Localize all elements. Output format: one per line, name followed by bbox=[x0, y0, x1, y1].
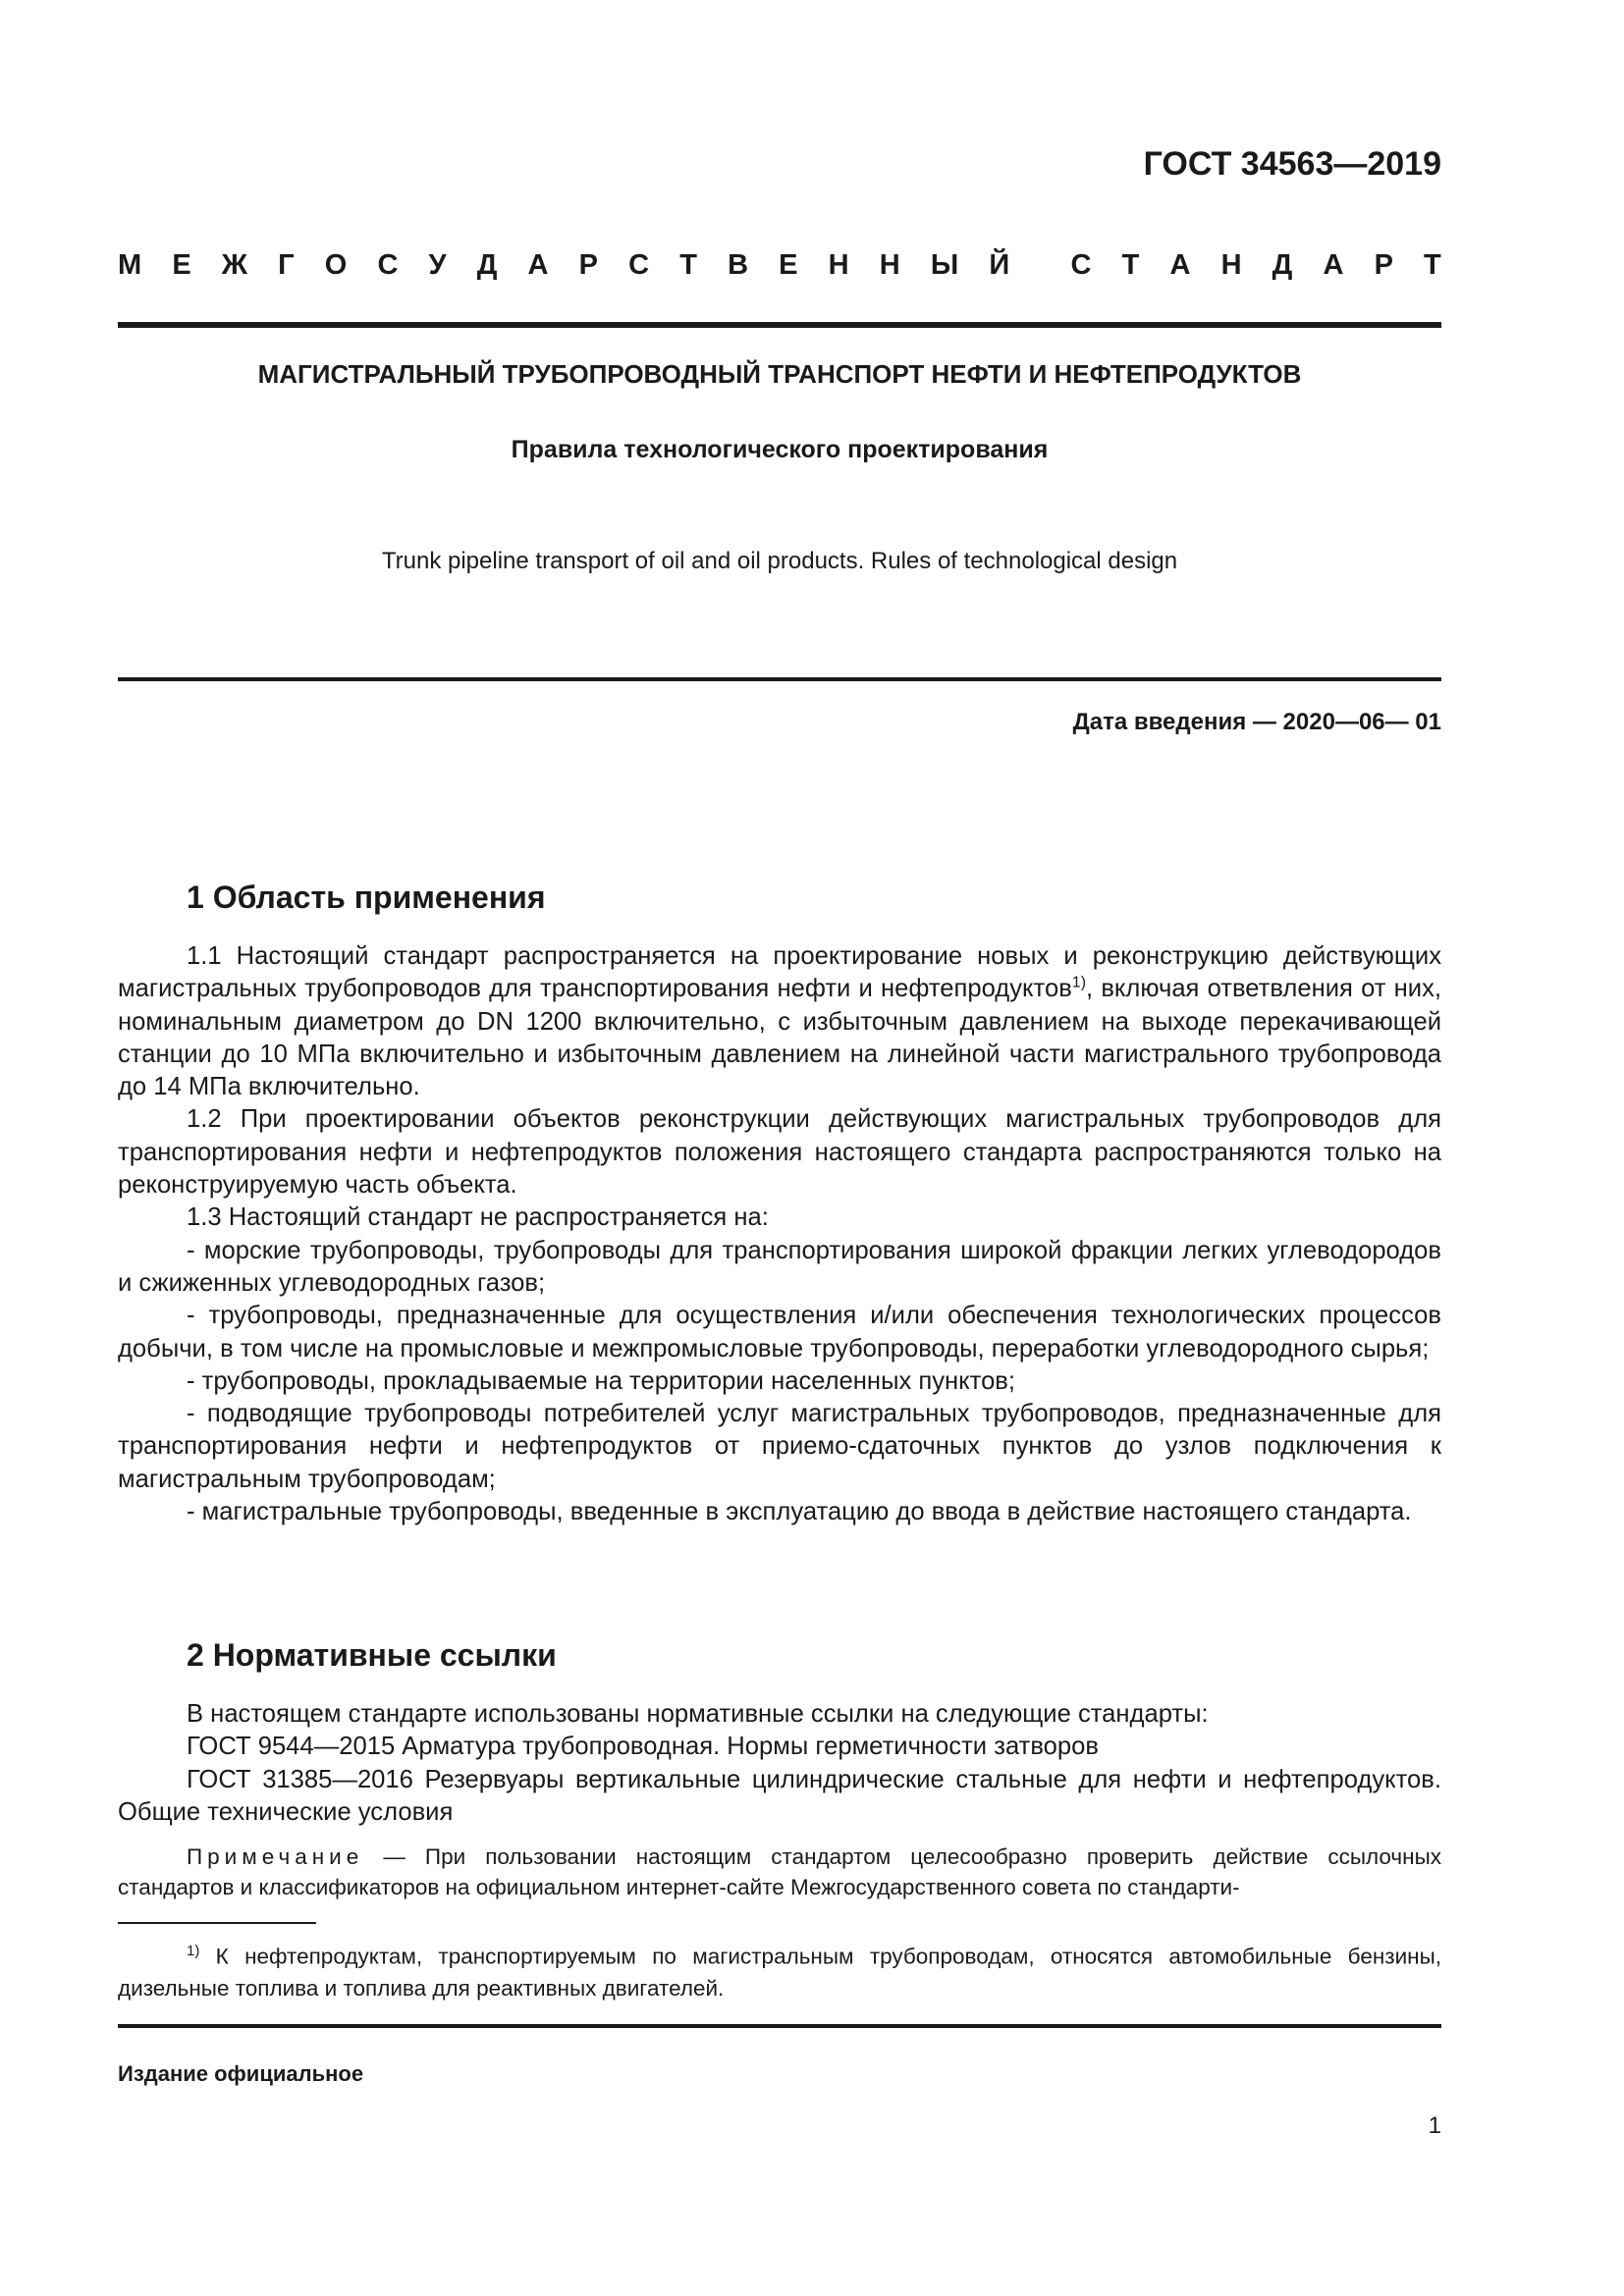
edition-label: Издание официальное bbox=[118, 2061, 364, 2086]
list-item: - магистральные трубопроводы, введенные в эксплуатацию до ввода в действие настоящего стандарта. bbox=[187, 1498, 1412, 1526]
standard-type-letter: Ы bbox=[930, 249, 959, 281]
list-item: - трубопроводы, прокладываемые на территории населенных пунктов; bbox=[187, 1366, 1016, 1395]
standard-type-letter: О bbox=[324, 249, 348, 281]
standard-type-letter: А bbox=[1323, 249, 1344, 281]
standard-type-letter: С bbox=[1070, 249, 1092, 281]
document-subtitle: Правила технологического проектирования bbox=[511, 436, 1049, 463]
clause-1-1-text-cont: , включая ответвления от них, номинальным диаметром до DN 1200 включительно, с избыточным давлением на выходе перекачивающей станции до 10 МПа включительно и избыточным давлением на линейной части магистрального трубопровода до 14 МПа включительно. bbox=[118, 975, 1441, 1101]
gost-number: ГОСТ 34563—2019 bbox=[1143, 145, 1441, 183]
standard-type-letter: У bbox=[428, 249, 447, 281]
footnote-mark: 1) bbox=[187, 1943, 200, 1959]
standard-type-letter: А bbox=[1169, 249, 1191, 281]
note bbox=[118, 1842, 1441, 1902]
note-label: Примечание bbox=[187, 1844, 364, 1869]
standard-type-letter: М bbox=[118, 249, 142, 281]
standard-type-letter: Ж bbox=[221, 249, 248, 281]
section-1-heading: 1 Область применения bbox=[187, 880, 546, 915]
standard-type-letter: Н bbox=[1220, 249, 1242, 281]
title-rule bbox=[118, 677, 1441, 681]
page-number: 1 bbox=[1428, 2112, 1441, 2139]
section-2-heading: 2 Нормативные ссылки bbox=[187, 1637, 557, 1673]
standard-type-letter: Д bbox=[1272, 249, 1293, 281]
clause-1-1 bbox=[118, 940, 1441, 1103]
references-intro: В настоящем стандарте использованы нормативные ссылки на следующие стандарты: bbox=[187, 1700, 1209, 1728]
standard-type-letter: Н bbox=[828, 249, 849, 281]
note-text: — При пользовании настоящим стандартом целесообразно проверить действие ссылочных стандартов и классификаторов на официальном интернет-сайте Межгосударственного совета по стандарти- bbox=[118, 1844, 1441, 1899]
standard-type bbox=[118, 249, 1441, 282]
english-title: Trunk pipeline transport of oil and oil products. Rules of technological design bbox=[381, 548, 1178, 574]
footer-rule bbox=[118, 2024, 1441, 2028]
introduction-date: Дата введения — 2020—06— 01 bbox=[1072, 709, 1441, 735]
note-paragraph bbox=[118, 1842, 1441, 1902]
section-1-body bbox=[118, 940, 1441, 1528]
standard-type-letter: Т bbox=[1121, 249, 1140, 281]
standard-type-letter: Д bbox=[476, 249, 498, 281]
list-item: - подводящие трубопроводы потребителей услуг магистральных трубопроводов, предназначенные для транспортирования нефти и нефтепродуктов от приемо-сдаточных пунктов до узлов подключения к магистральным трубопроводам; bbox=[118, 1400, 1441, 1493]
footnote-mark: 1) bbox=[1071, 974, 1087, 991]
standard-type-letter: Г bbox=[278, 249, 295, 281]
header-rule bbox=[118, 322, 1441, 328]
reference-item: ГОСТ 9544—2015 Арматура трубопроводная. Нормы герметичности затворов bbox=[187, 1733, 1099, 1761]
standard-type-letter: С bbox=[377, 249, 399, 281]
clause-1-1-text: 1.1 Настоящий стандарт распространяется на проектирование новых и реконструкцию действующих магистральных трубопроводов для транспортирования нефти и нефтепродуктов bbox=[118, 942, 1441, 1003]
standard-type-letter: А bbox=[527, 249, 549, 281]
standard-type-letter: С bbox=[628, 249, 650, 281]
clause-1-2: 1.2 При проектировании объектов реконструкции действующих магистральных трубопроводов для транспортирования нефти и нефтепродуктов положения настоящего стандарта распространяются только на реконструируемую часть объекта. bbox=[118, 1105, 1441, 1200]
standard-type-letter: Р bbox=[578, 249, 598, 281]
standard-type-letter: Е bbox=[779, 249, 798, 281]
footnote bbox=[118, 1936, 1441, 2004]
standard-type-letter: Н bbox=[879, 249, 900, 281]
standard-type-letter: Й bbox=[989, 249, 1010, 281]
clause-1-3: 1.3 Настоящий стандарт не распространяется на: bbox=[187, 1203, 769, 1232]
footnote-rule bbox=[118, 1922, 316, 1924]
footnote-paragraph bbox=[118, 1936, 1441, 2004]
standard-type-letter: Е bbox=[172, 249, 191, 281]
footnote-text: К нефтепродуктам, транспортируемым по магистральным трубопроводам, относятся автомобильные бензины, дизельные топлива и топлива для реактивных двигателей. bbox=[118, 1944, 1441, 2001]
standard-type-letter: Т bbox=[1424, 249, 1441, 281]
document-title: МАГИСТРАЛЬНЫЙ ТРУБОПРОВОДНЫЙ ТРАНСПОРТ НЕФТИ И НЕФТЕПРОДУКТОВ bbox=[257, 359, 1302, 389]
standard-type-letter: Т bbox=[679, 249, 697, 281]
standard-type-letter: Р bbox=[1374, 249, 1393, 281]
list-item: - морские трубопроводы, трубопроводы для транспортирования широкой фракции легких углеводородов и сжиженных углеводородных газов; bbox=[118, 1236, 1441, 1297]
standard-type-letter: В bbox=[728, 249, 749, 281]
reference-item: ГОСТ 31385—2016 Резервуары вертикальные цилиндрические стальные для нефти и нефтепродуктов. Общие технические условия bbox=[118, 1765, 1441, 1826]
list-item: - трубопроводы, предназначенные для осуществления и/или обеспечения технологических процессов добычи, в том числе на промысловые и межпромысловые трубопроводы, переработки углеводородного сырья; bbox=[118, 1302, 1441, 1362]
section-2-body bbox=[118, 1698, 1441, 1829]
